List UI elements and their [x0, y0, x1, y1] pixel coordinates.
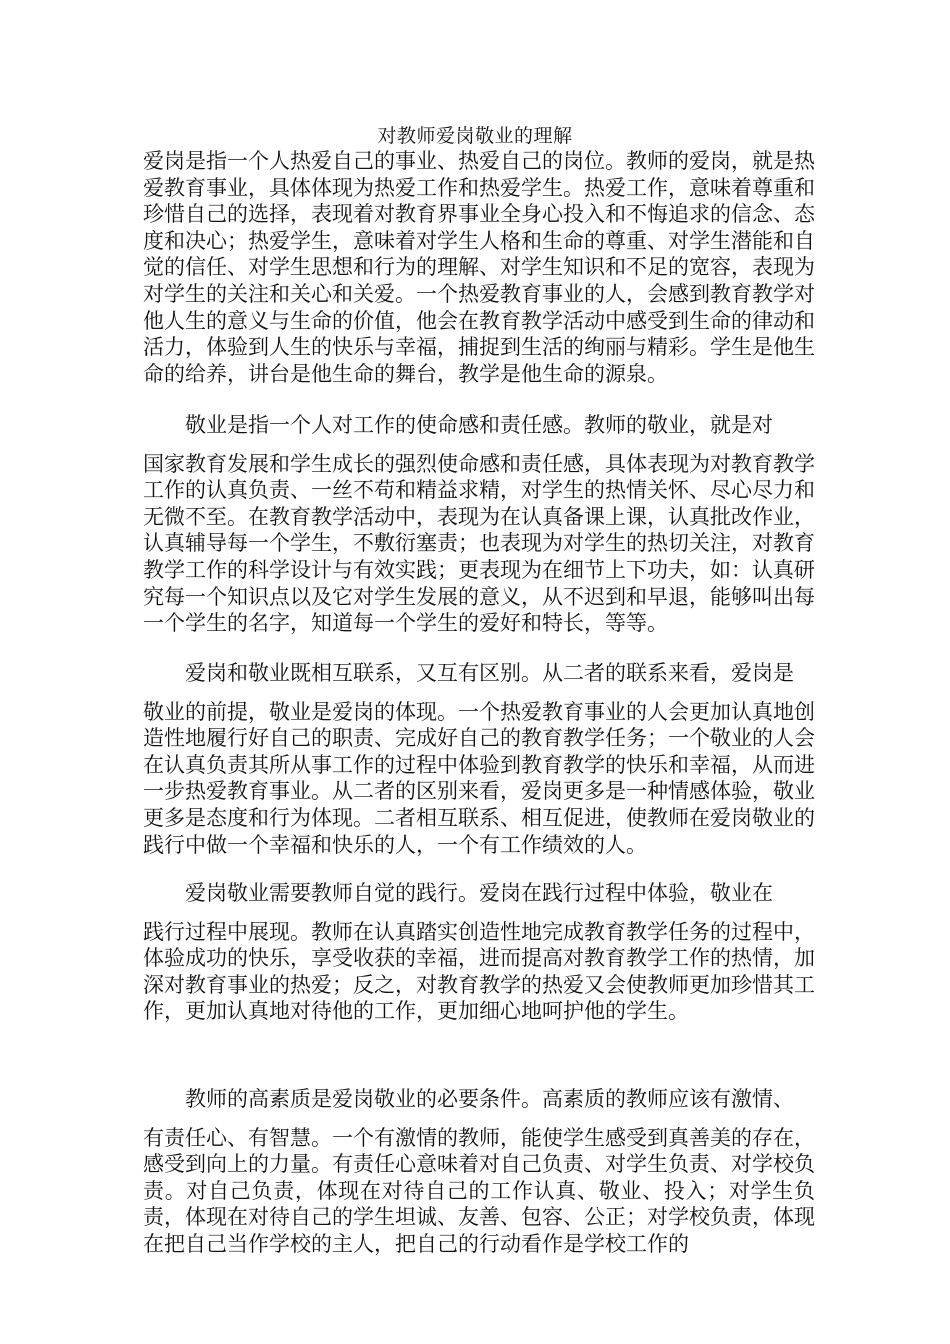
paragraph-aigang: 爱岗是指一个人热爱自己的事业、热爱自己的岗位。教师的爱岗，就是热爱教育事业，具体体现为热爱工作和热爱学生。热爱工作，意味着尊重和珍惜自己的选择，表现着对教育界事业全身心投入和不悔追求的信念、态度和决心；热爱学生，意味着对学生人格和生命的尊重、对学生潜能和自觉的信任、对学生思想和行为的理解、对学生知识和不足的宽容，表现为对学生的关注和关心和关爱。一个热爱教育事业的人，会感到教育教学对他人生的意义与生命的价值，他会在教育教学活动中感受到生命的律动和活力，体验到人生的快乐与幸福，捕捉到生活的绚丽与精彩。学生是他生命的给养，讲台是他生命的舞台，教学是他生命的源泉。 [143, 149, 815, 386]
paragraph-relationship-lead: 爱岗和敬业既相互联系，又互有区别。从二者的联系来看，爱岗是 [185, 661, 794, 685]
paragraph-relationship-body: 敬业的前提，敬业是爱岗的体现。一个热爱教育事业的人会更加认真地创造性地履行好自己的职责、完成好自己的教育教学任务；一个敬业的人会在认真负责其所从事工作的过程中体验到教育教学的快乐和幸福，从而进一步热爱教育事业。从二者的区别来看，爱岗更多是一种情感体验，敬业更多是态度和行为体现。二者相互联系、相互促进，使教师在爱岗敬业的践行中做一个幸福和快乐的人，一个有工作绩效的人。 [143, 699, 815, 857]
paragraph-quality [143, 1086, 815, 1258]
document-title: 对教师爱岗敬业的理解 [377, 125, 573, 147]
paragraph-relationship [143, 660, 815, 858]
paragraph-quality-lead: 教师的高素质是爱岗敬业的必要条件。高素质的教师应该有激情、 [185, 1087, 794, 1111]
paragraph-practice-lead: 爱岗敬业需要教师自觉的践行。爱岗在践行过程中体验，敬业在 [185, 881, 773, 905]
paragraph-jingye-lead: 敬业是指一个人对工作的使命感和责任感。教师的敬业，就是对 [185, 413, 773, 437]
paragraph-jingye [143, 412, 815, 637]
paragraph-quality-body: 有责任心、有智慧。一个有激情的教师，能使学生感受到真善美的存在，感受到向上的力量。有责任心意味着对自己负责、对学生负责、对学校负责。对自己负责，体现在对待自己的工作认真、敬业、投入；对学生负责，体现在对待自己的学生坦诚、友善、包容、公正；对学校负责，体现在把自己当作学校的主人，把自己的行动看作是学校工作的 [143, 1125, 815, 1256]
paragraph-practice [143, 880, 815, 1025]
paragraph-practice-body: 践行过程中展现。教师在认真踏实创造性地完成教育教学任务的过程中，体验成功的快乐，享受收获的幸福，进而提高对教育教学工作的热情，加深对教育事业的热爱；反之，对教育教学的热爱又会使教师更加珍惜其工作，更加认真地对待他的工作，更加细心地呵护他的学生。 [143, 919, 815, 1024]
paragraph-jingye-body: 国家教育发展和学生成长的强烈使命感和责任感，具体表现为对教育教学工作的认真负责、一丝不苟和精益求精，对学生的热情关怀、尽心尽力和无微不至。在教育教学活动中，表现为在认真备课上课，认真批改作业，认真辅导每一个学生，不敷衍塞责；也表现为对学生的热切关注，对教育教学工作的科学设计与有效实践；更表现为在细节上下功夫，如：认真研究每一个知识点以及它对学生发展的意义，从不迟到和早退，能够叫出每一个学生的名字，知道每一个学生的爱好和特长，等等。 [143, 451, 815, 636]
